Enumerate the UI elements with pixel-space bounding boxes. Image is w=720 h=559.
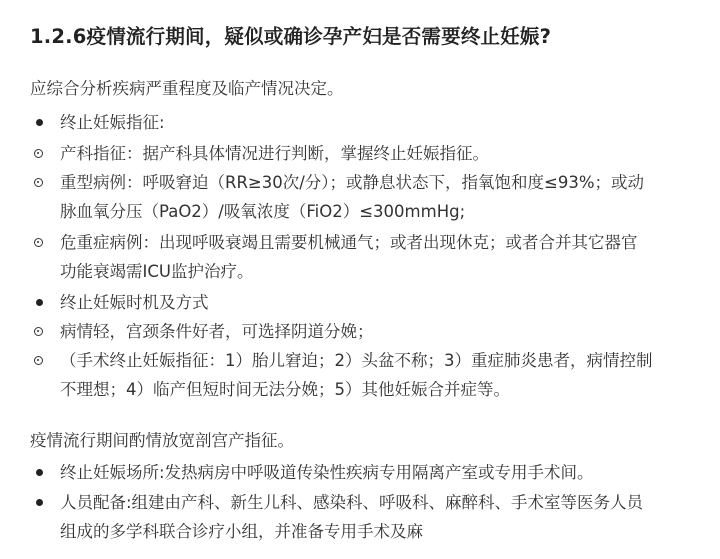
bullet-icon xyxy=(30,458,54,487)
list-item-text: 病情轻，宫颈条件好者，可选择阴道分娩； xyxy=(60,322,374,341)
bullet-icon xyxy=(30,108,54,137)
list-item-text: 重型病例：呼吸窘迫（RR≥30次/分）；或静息状态下，指氧饱和度≤93%；或动 xyxy=(60,173,645,192)
circle-bullet-icon xyxy=(30,168,54,197)
bullet-icon xyxy=(30,488,54,517)
section-title: 1.2.6疫情流行期间，疑似或确诊孕产妇是否需要终止妊娠? xyxy=(30,25,552,48)
list-item xyxy=(30,139,702,168)
list-item-text-continued: 功能衰竭需ICU监护治疗。 xyxy=(60,262,254,281)
circle-bullet-icon xyxy=(30,228,54,257)
list-item xyxy=(30,488,702,546)
list-item xyxy=(30,458,702,487)
list-item-text-continued: 不理想；4）临产但短时间无法分娩；5）其他妊娠合并症等。 xyxy=(60,380,510,399)
list-item-text: 人员配备:组建由产科、新生儿科、感染科、呼吸科、麻醉科、手术室等医务人员 xyxy=(60,493,644,512)
list-item-text: 终止妊娠场所:发热病房中呼吸道传染性疾病专用隔离产室或专用手术间。 xyxy=(60,463,594,482)
list-item-text: 终止妊娠指征: xyxy=(60,113,165,132)
list-item-text-continued: 脉血氧分压（PaO2）/吸氧浓度（FiO2）≤300mmHg; xyxy=(60,202,466,221)
list-item-text: （手术终止妊娠指征：1）胎儿窘迫；2）头盆不称；3）重症肺炎患者，病情控制 xyxy=(60,351,653,370)
paragraph: 疫情流行期间酌情放宽剖宫产指征。 xyxy=(30,431,294,450)
list-item xyxy=(30,168,702,226)
circle-bullet-icon xyxy=(30,139,54,168)
list-item xyxy=(30,317,702,346)
list-item xyxy=(30,346,702,404)
bullet-icon xyxy=(30,288,54,317)
list-item xyxy=(30,228,702,286)
list-item xyxy=(30,288,702,317)
intro-paragraph: 应综合分析疾病严重程度及临产情况决定。 xyxy=(30,79,344,98)
circle-bullet-icon xyxy=(30,317,54,346)
circle-bullet-icon xyxy=(30,346,54,375)
list-item-text: 产科指征：据产科具体情况进行判断，掌握终止妊娠指征。 xyxy=(60,144,489,163)
list-item-text: 终止妊娠时机及方式 xyxy=(60,293,209,312)
list-item-text-continued: 组成的多学科联合诊疗小组，并准备专用手术及麻 xyxy=(60,522,423,541)
list-item xyxy=(30,108,702,137)
list-item-text: 危重症病例：出现呼吸衰竭且需要机械通气；或者出现休克；或者合并其它器官 xyxy=(60,233,638,252)
